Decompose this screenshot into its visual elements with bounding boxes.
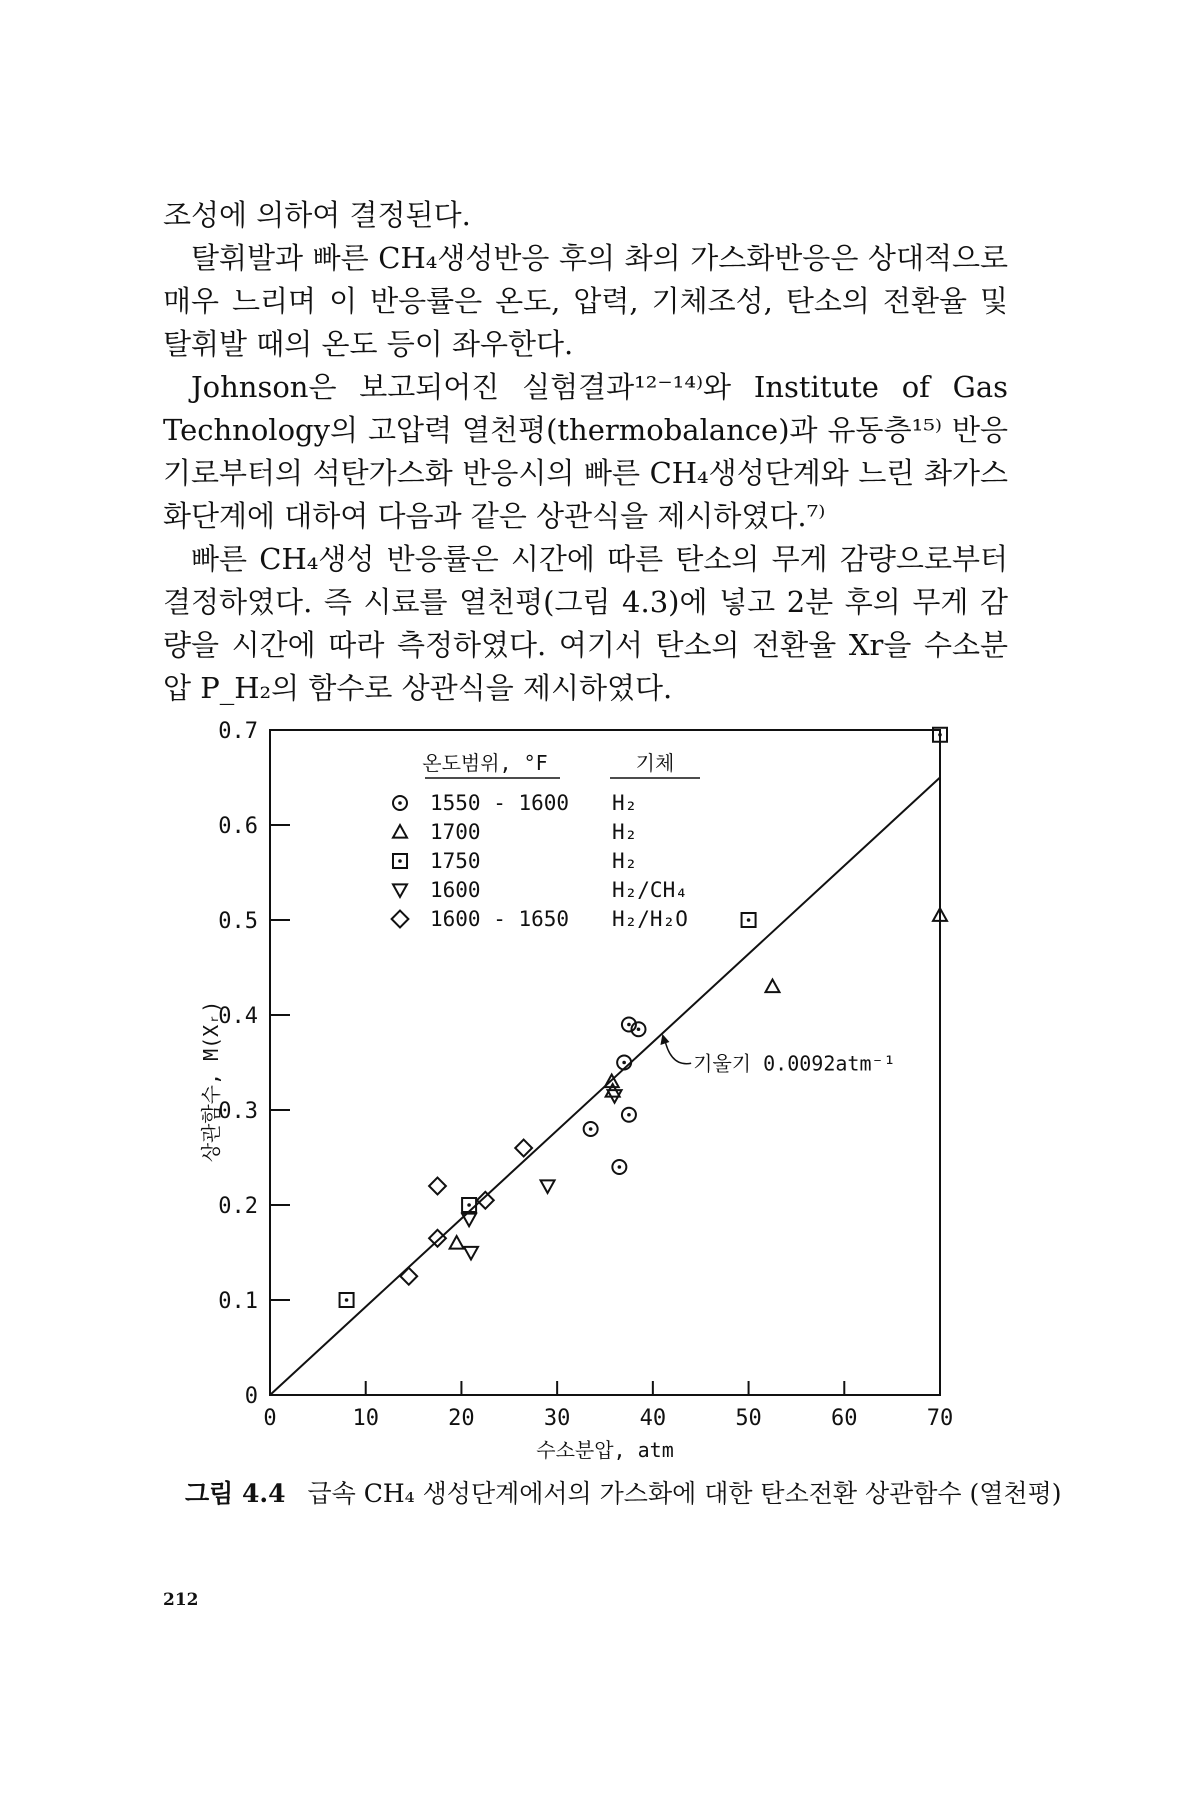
legend-header-temp: 온도범위, °F — [422, 751, 548, 775]
x-tick-label: 10 — [352, 1406, 379, 1431]
data-point-square-dot — [747, 918, 751, 922]
x-tick-label: 60 — [831, 1406, 858, 1431]
data-point-circle-dot — [622, 1061, 626, 1065]
data-point-diamond — [400, 1268, 417, 1285]
legend-temp: 1750 — [430, 849, 481, 873]
legend-gas: H₂ — [612, 791, 638, 815]
body-text — [163, 194, 1008, 710]
data-point-square-dot — [345, 1298, 349, 1302]
x-tick-label: 50 — [735, 1406, 762, 1431]
data-point-square-dot — [938, 733, 942, 737]
data-point-triangle-down — [464, 1247, 478, 1260]
annotation-label: 기울기 0.0092atm⁻¹ — [693, 1051, 896, 1076]
data-point-diamond — [429, 1178, 446, 1195]
y-tick-label: 0.2 — [218, 1194, 258, 1219]
x-axis-label: 수소분압, atm — [536, 1438, 674, 1462]
y-tick-label: 0.5 — [218, 909, 258, 934]
figure-caption — [185, 1478, 1062, 1510]
annotation-arrowhead — [660, 1034, 669, 1045]
page-number: 212 — [163, 1590, 199, 1610]
x-tick-label: 30 — [543, 1406, 571, 1431]
caption-text: 급속 CH₄ 생성단계에서의 가스화에 대한 탄소전환 상관함수 (열천평) — [307, 1479, 1062, 1508]
data-point-circle-dot — [627, 1113, 631, 1117]
data-point-triangle-down — [541, 1180, 555, 1193]
data-point-square-dot — [467, 1203, 471, 1207]
x-tick-label: 40 — [639, 1406, 667, 1431]
paragraph-3: Johnson은 보고되어진 실험결과¹²⁻¹⁴⁾와 Institute of Gas Technology의 고압력 열천평(thermobalance)과 유동층¹⁵⁾ 반응기로부터의 석탄가스화 반응시의 빠른 CH₄생성단계와 느린 촤가스화단계에 대하여 다음과 같은 상관식을 제시하였다.⁷⁾ — [163, 370, 1008, 533]
x-tick-label: 20 — [448, 1406, 475, 1431]
scatter-chart — [195, 715, 975, 1475]
y-tick-label: 0.1 — [218, 1289, 258, 1314]
legend-temp: 1700 — [430, 820, 481, 844]
data-point-circle-dot — [637, 1027, 641, 1031]
y-tick-label: 0.3 — [218, 1099, 258, 1124]
legend-gas: H₂ — [612, 820, 638, 844]
y-tick-label: 0 — [244, 1384, 258, 1409]
x-tick-label: 0 — [263, 1406, 277, 1431]
data-point-diamond — [429, 1230, 446, 1247]
legend-marker — [392, 911, 409, 928]
legend-temp: 1550 - 1600 — [430, 791, 570, 815]
legend-marker — [393, 884, 407, 897]
data-point-triangle-down — [462, 1214, 476, 1227]
legend-header-gas: 기체 — [635, 751, 675, 775]
data-point-triangle-up — [450, 1236, 464, 1249]
legend-marker-dot — [398, 859, 402, 863]
data-point-diamond — [515, 1140, 532, 1157]
data-point-circle-dot — [618, 1165, 622, 1169]
y-tick-label: 0.4 — [218, 1004, 258, 1029]
caption-number: 그림 4.4 — [185, 1479, 286, 1508]
data-point-circle-dot — [589, 1127, 593, 1131]
paragraph-2: 탈휘발과 빠른 CH₄생성반응 후의 촤의 가스화반응은 상대적으로 매우 느리며 이 반응률은 온도, 압력, 기체조성, 탄소의 전환율 및 탈휘발 때의 온도 등이 좌우한다. — [163, 241, 1008, 361]
y-tick-label: 0.7 — [218, 719, 258, 744]
legend-gas: H₂/H₂O — [612, 907, 688, 931]
y-axis-label: 상관함수, M(Xᵣ) — [199, 1000, 223, 1163]
legend-temp: 1600 - 1650 — [430, 907, 570, 931]
legend-gas: H₂ — [612, 849, 638, 873]
data-point-diamond — [477, 1192, 494, 1209]
data-point-triangle-up — [766, 980, 780, 993]
legend-marker-dot — [398, 801, 402, 805]
paragraph-1: 조성에 의하여 결정된다. — [163, 198, 471, 232]
y-tick-label: 0.6 — [218, 814, 258, 839]
data-point-circle-dot — [627, 1023, 631, 1027]
paragraph-4: 빠른 CH₄생성 반응률은 시간에 따른 탄소의 무게 감량으로부터 결정하였다. 즉 시료를 열천평(그림 4.3)에 넣고 2분 후의 무게 감량을 시간에 따라 측정하였다. 여기서 탄소의 전환율 Xr을 수소분압 P_H₂의 함수로 상관식을 제시하였다. — [163, 542, 1008, 705]
legend-marker — [393, 825, 407, 838]
legend-gas: H₂/CH₄ — [612, 878, 688, 902]
x-tick-label: 70 — [926, 1406, 954, 1431]
legend-temp: 1600 — [430, 878, 481, 902]
